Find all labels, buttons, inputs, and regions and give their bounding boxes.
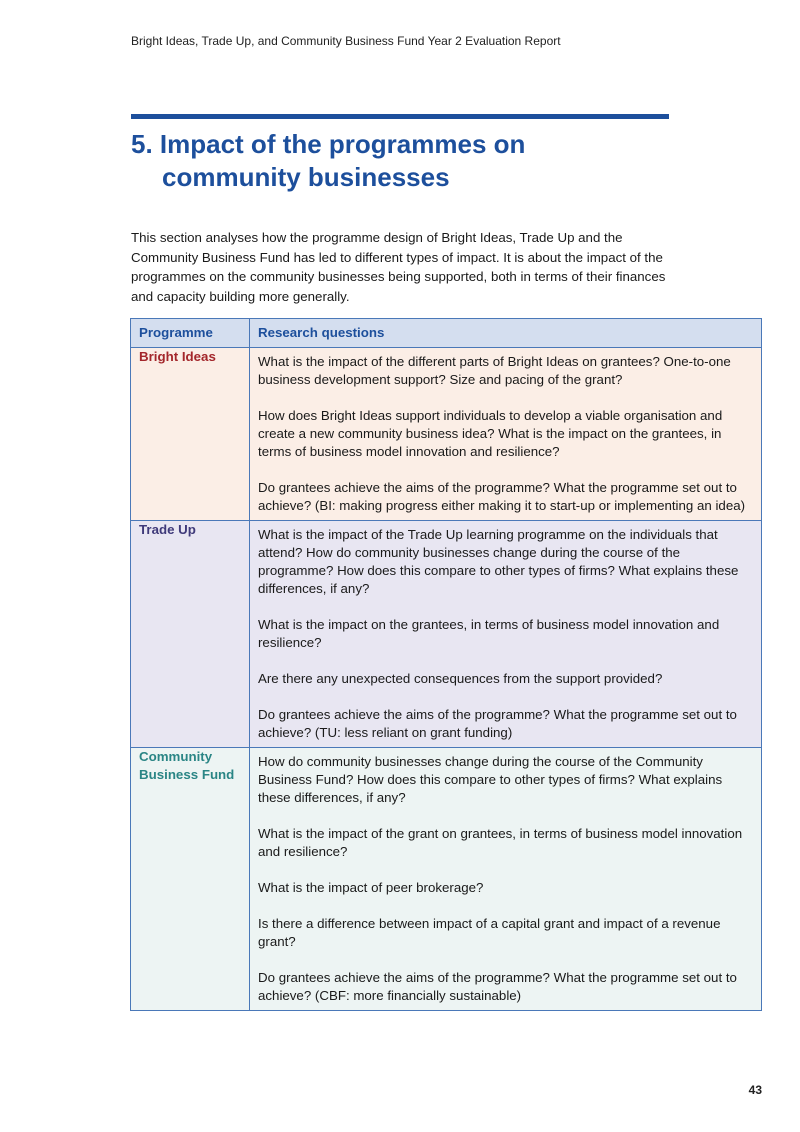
programme-cell: Bright Ideas — [131, 348, 250, 521]
research-question: Do grantees achieve the aims of the programme? What the programme set out to achieve? (BI: making progress either making it to start-up or implementing an idea) — [258, 480, 746, 513]
research-question: What is the impact of the Trade Up learning programme on the individuals that attend? How do community businesses change during the course of the programme? How does this compare to other types of firms? What explains these differences, if any? — [258, 527, 739, 596]
research-question: How do community businesses change during the course of the Community Business Fund? How does this compare to other types of firms? What explains these differences, if any? — [258, 754, 723, 805]
research-question: What is the impact of peer brokerage? — [258, 880, 484, 895]
section-title-line-1: 5. Impact of the programmes on — [131, 129, 526, 159]
research-question: Do grantees achieve the aims of the programme? What the programme set out to achieve? (CBF: more financially sustainable) — [258, 970, 737, 1003]
table-row-bright-ideas — [131, 348, 762, 521]
header-programme: Programme — [131, 319, 250, 348]
title-rule — [131, 114, 669, 119]
research-question: What is the impact of the different parts of Bright Ideas on grantees? One-to-one business development support? Size and pacing of the grant? — [258, 354, 731, 387]
questions-cell — [250, 521, 762, 748]
research-question: What is the impact on the grantees, in terms of business model innovation and resilience? — [258, 617, 720, 650]
research-question: Is there a difference between impact of a capital grant and impact of a revenue grant? — [258, 916, 721, 949]
intro-paragraph: This section analyses how the programme design of Bright Ideas, Trade Up and the Community Business Fund has led to different types of impact. It is about the impact of the programmes on the community businesses being supported, both in terms of their finances and capacity building more generally. — [131, 230, 666, 304]
research-questions-table — [130, 318, 762, 1011]
programme-cell: Trade Up — [131, 521, 250, 748]
page-number: 43 — [748, 1083, 762, 1097]
questions-cell — [250, 748, 762, 1011]
research-question: How does Bright Ideas support individuals to develop a viable organisation and create a new community business idea? What is the impact on the grantees, in terms of business model innovation and resilience? — [258, 408, 723, 459]
table-header-row — [131, 319, 762, 348]
programme-cell: Community Business Fund — [131, 748, 250, 1011]
questions-cell — [250, 348, 762, 521]
section-title-line-2: community businesses — [162, 162, 450, 192]
section-title — [131, 128, 525, 194]
research-question: What is the impact of the grant on grantees, in terms of business model innovation and resilience? — [258, 826, 743, 859]
research-question: Are there any unexpected consequences from the support provided? — [258, 671, 663, 686]
table-row-trade-up — [131, 521, 762, 748]
header-research-questions: Research questions — [250, 319, 762, 348]
running-header: Bright Ideas, Trade Up, and Community Business Fund Year 2 Evaluation Report — [131, 34, 561, 48]
table-row-community-business-fund — [131, 748, 762, 1011]
research-question: Do grantees achieve the aims of the programme? What the programme set out to achieve? (TU: less reliant on grant funding) — [258, 707, 737, 740]
